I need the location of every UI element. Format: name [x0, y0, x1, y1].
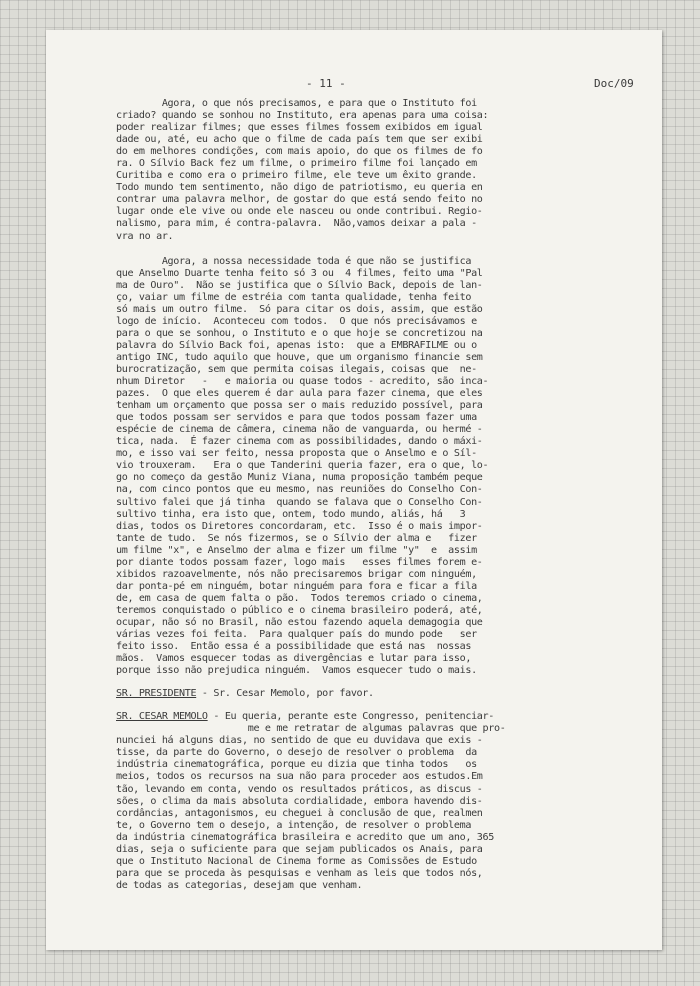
text-line: tica, nada. É fazer cinema com as possibilidades, dando o máxi-: [116, 436, 483, 448]
text-line: dias, todos os Diretores concordaram, etc. Isso é o mais impor-: [116, 520, 483, 532]
text-line: sultivo falei que já tinha quando se falava que o Conselho Con-: [116, 496, 483, 508]
text-line: de todas as categorias, desejam que venham.: [116, 879, 363, 891]
text-line: vra no ar.: [116, 230, 174, 242]
speaker-text: - Eu queria, perante este Congresso, penitenciar-: [207, 711, 494, 723]
speaker-line-presidente: [116, 688, 649, 700]
text-line: tão, levando em conta, vendo os resultados práticos, as discus -: [116, 783, 483, 795]
text-line: lugar onde ele vive ou onde ele nasceu ou onde contribui. Regio-: [116, 206, 483, 218]
text-line: espécie de cinema de câmera, cinema não de vanguarda, ou hermé -: [116, 424, 483, 436]
document-page: [46, 30, 662, 950]
text-line: cordâncias, antagonismos, eu cheguei à conclusão de que, realmen: [116, 807, 483, 819]
text-line: ma de Ouro". Não se justifica que o Sílvio Back, depois de lan-: [116, 279, 483, 291]
text-line: xibidos razoavelmente, nós não precisaremos brigar com ninguém,: [116, 568, 477, 580]
text-line: ocupar, não só no Brasil, não estou fazendo aquela demagogia que: [116, 616, 483, 628]
text-line: ço, vaiar um filme de estréia com tanta qualidade, tenha feito: [116, 291, 472, 303]
text-line: te, o Governo tem o desejo, a intenção, de resolver o problema: [116, 819, 472, 831]
text-line: meios, todos os recursos na sua não para proceder aos estudos.Em: [116, 771, 483, 783]
text-line: burocratização, sem que permita coisas ilegais, coisas que ne-: [116, 363, 477, 375]
text-line: que Anselmo Duarte tenha feito só 3 ou 4 filmes, feito uma "Pal: [116, 267, 483, 279]
text-line: na, com cinco pontos que eu mesmo, nas reuniões do Conselho Con-: [116, 484, 483, 496]
text-line: mãos. Vamos esquecer todas as divergências e lutar para isso,: [116, 653, 472, 665]
text-line: Agora, a nossa necessidade toda é que não se justifica: [116, 255, 472, 267]
text-line: um filme "x", e Anselmo der alma e fizer um filme "y" e assim: [116, 544, 477, 556]
text-line: de, em casa de quem falta o pão. Todos teremos criado o cinema,: [116, 592, 483, 604]
paragraph-3: [116, 723, 649, 892]
speaker-text: - Sr. Cesar Memolo, por favor.: [196, 688, 374, 700]
text-line: dade ou, até, eu acho que o filme de cada país tem que ser exibi: [116, 134, 483, 146]
page-header: [46, 77, 662, 93]
text-line: palavra do Sílvio Back foi, apenas isto: que a EMBRAFILME ou o: [116, 339, 477, 351]
text-line: que o Instituto Nacional de Cinema forme as Comissões de Estudo: [116, 855, 477, 867]
text-line: poder realizar filmes; que esses filmes fossem exibidos em igual: [116, 122, 483, 134]
document-reference: Doc/09: [594, 77, 634, 90]
text-line: nunciei há alguns dias, no sentido de que eu duvidava que exis -: [116, 735, 483, 747]
text-line: vio trouxeram. Era o que Tanderini queria fazer, era o que, lo-: [116, 460, 489, 472]
text-line: que todos possam ser servidos e para que todos possam fazer uma: [116, 412, 477, 424]
text-line: criado? quando se sonhou no Instituto, era apenas para uma coisa:: [116, 110, 489, 122]
text-line: mo, e isso vai ser feito, nessa proposta que o Anselmo e o Síl-: [116, 448, 477, 460]
text-line: tante de tudo. Se nós fizermos, se o Sílvio der alma e fizer: [116, 532, 477, 544]
text-line: dar ponta-pé em ninguém, botar ninguém para fora e ficar a fila: [116, 580, 477, 592]
text-line: antigo INC, tudo aquilo que houve, que um organismo financie sem: [116, 351, 483, 363]
text-line: para o que se sonhou, o Instituto e o que hoje se concretizou na: [116, 327, 483, 339]
transcript-body: [116, 98, 649, 892]
text-line: nalismo, para mim, é contra-palavra. Não,vamos deixar a pala -: [116, 218, 477, 230]
text-line: contrar uma palavra melhor, de gostar do que está sendo feito no: [116, 194, 483, 206]
text-line: porque isso não prejudica ninguém. Vamos esquecer tudo o mais.: [116, 665, 477, 677]
text-line: da indústria cinematográfica brasileira e acredito que um ano, 365: [116, 831, 494, 843]
text-line: tisse, da parte do Governo, o desejo de resolver o problema da: [116, 747, 477, 759]
text-line: me e me retratar de algumas palavras que pro-: [116, 723, 506, 735]
text-line: por diante todos possam fazer, logo mais esses filmes forem e-: [116, 556, 483, 568]
text-line: tenham um orçamento que possa ser o mais reduzido possível, para: [116, 400, 483, 412]
text-line: para que se proceda às pesquisas e venham as leis que todos nós,: [116, 867, 483, 879]
text-line: sões, o clima da mais absoluta cordialidade, embora havendo dis-: [116, 795, 483, 807]
text-line: teremos conquistado o público e o cinema brasileiro poderá, até,: [116, 604, 483, 616]
text-line: ra. O Sílvio Back fez um filme, o primeiro filme foi lançado em: [116, 158, 477, 170]
text-line: Todo mundo tem sentimento, não digo de patriotismo, eu queria en: [116, 182, 483, 194]
speaker-name: SR. PRESIDENTE: [116, 688, 197, 700]
text-line: Agora, o que nós precisamos, e para que o Instituto foi: [116, 98, 477, 109]
text-line: indústria cinematográfica, porque eu dizia que tinha todos os: [116, 759, 477, 771]
text-line: Curitiba e como era o primeiro filme, ele teve um êxito grande.: [116, 170, 477, 182]
speaker-line-cesar-memolo: [116, 711, 649, 723]
text-line: feito isso. Então essa é a possibilidade que está nas nossas: [116, 641, 472, 653]
text-line: dias, seja o suficiente para que sejam publicados os Anais, para: [116, 843, 483, 855]
text-line: logo de início. Aconteceu com todos. O que nós precisávamos e: [116, 315, 477, 327]
text-line: nhum Diretor - e maioria ou quase todos - acredito, são inca-: [116, 376, 489, 388]
text-line: sultivo tinha, era isto que, ontem, todo mundo, aliás, há 3: [116, 508, 466, 520]
paragraph-2: [116, 256, 649, 678]
speaker-name: SR. CESAR MEMOLO: [116, 711, 208, 723]
text-line: pazes. O que eles querem é dar aula para fazer cinema, que eles: [116, 388, 483, 400]
text-line: várias vezes foi feita. Para qualquer país do mundo pode ser: [116, 629, 477, 641]
paragraph-1: [116, 98, 649, 243]
text-line: go no começo da gestão Muniz Viana, numa proposição também peque: [116, 472, 483, 484]
page-number: - 11 -: [306, 77, 346, 90]
text-line: do em melhores condições, com mais apoio, do que os filmes de fo: [116, 146, 483, 158]
text-line: só mais um outro filme. Só para citar os dois, assim, que estão: [116, 303, 483, 315]
